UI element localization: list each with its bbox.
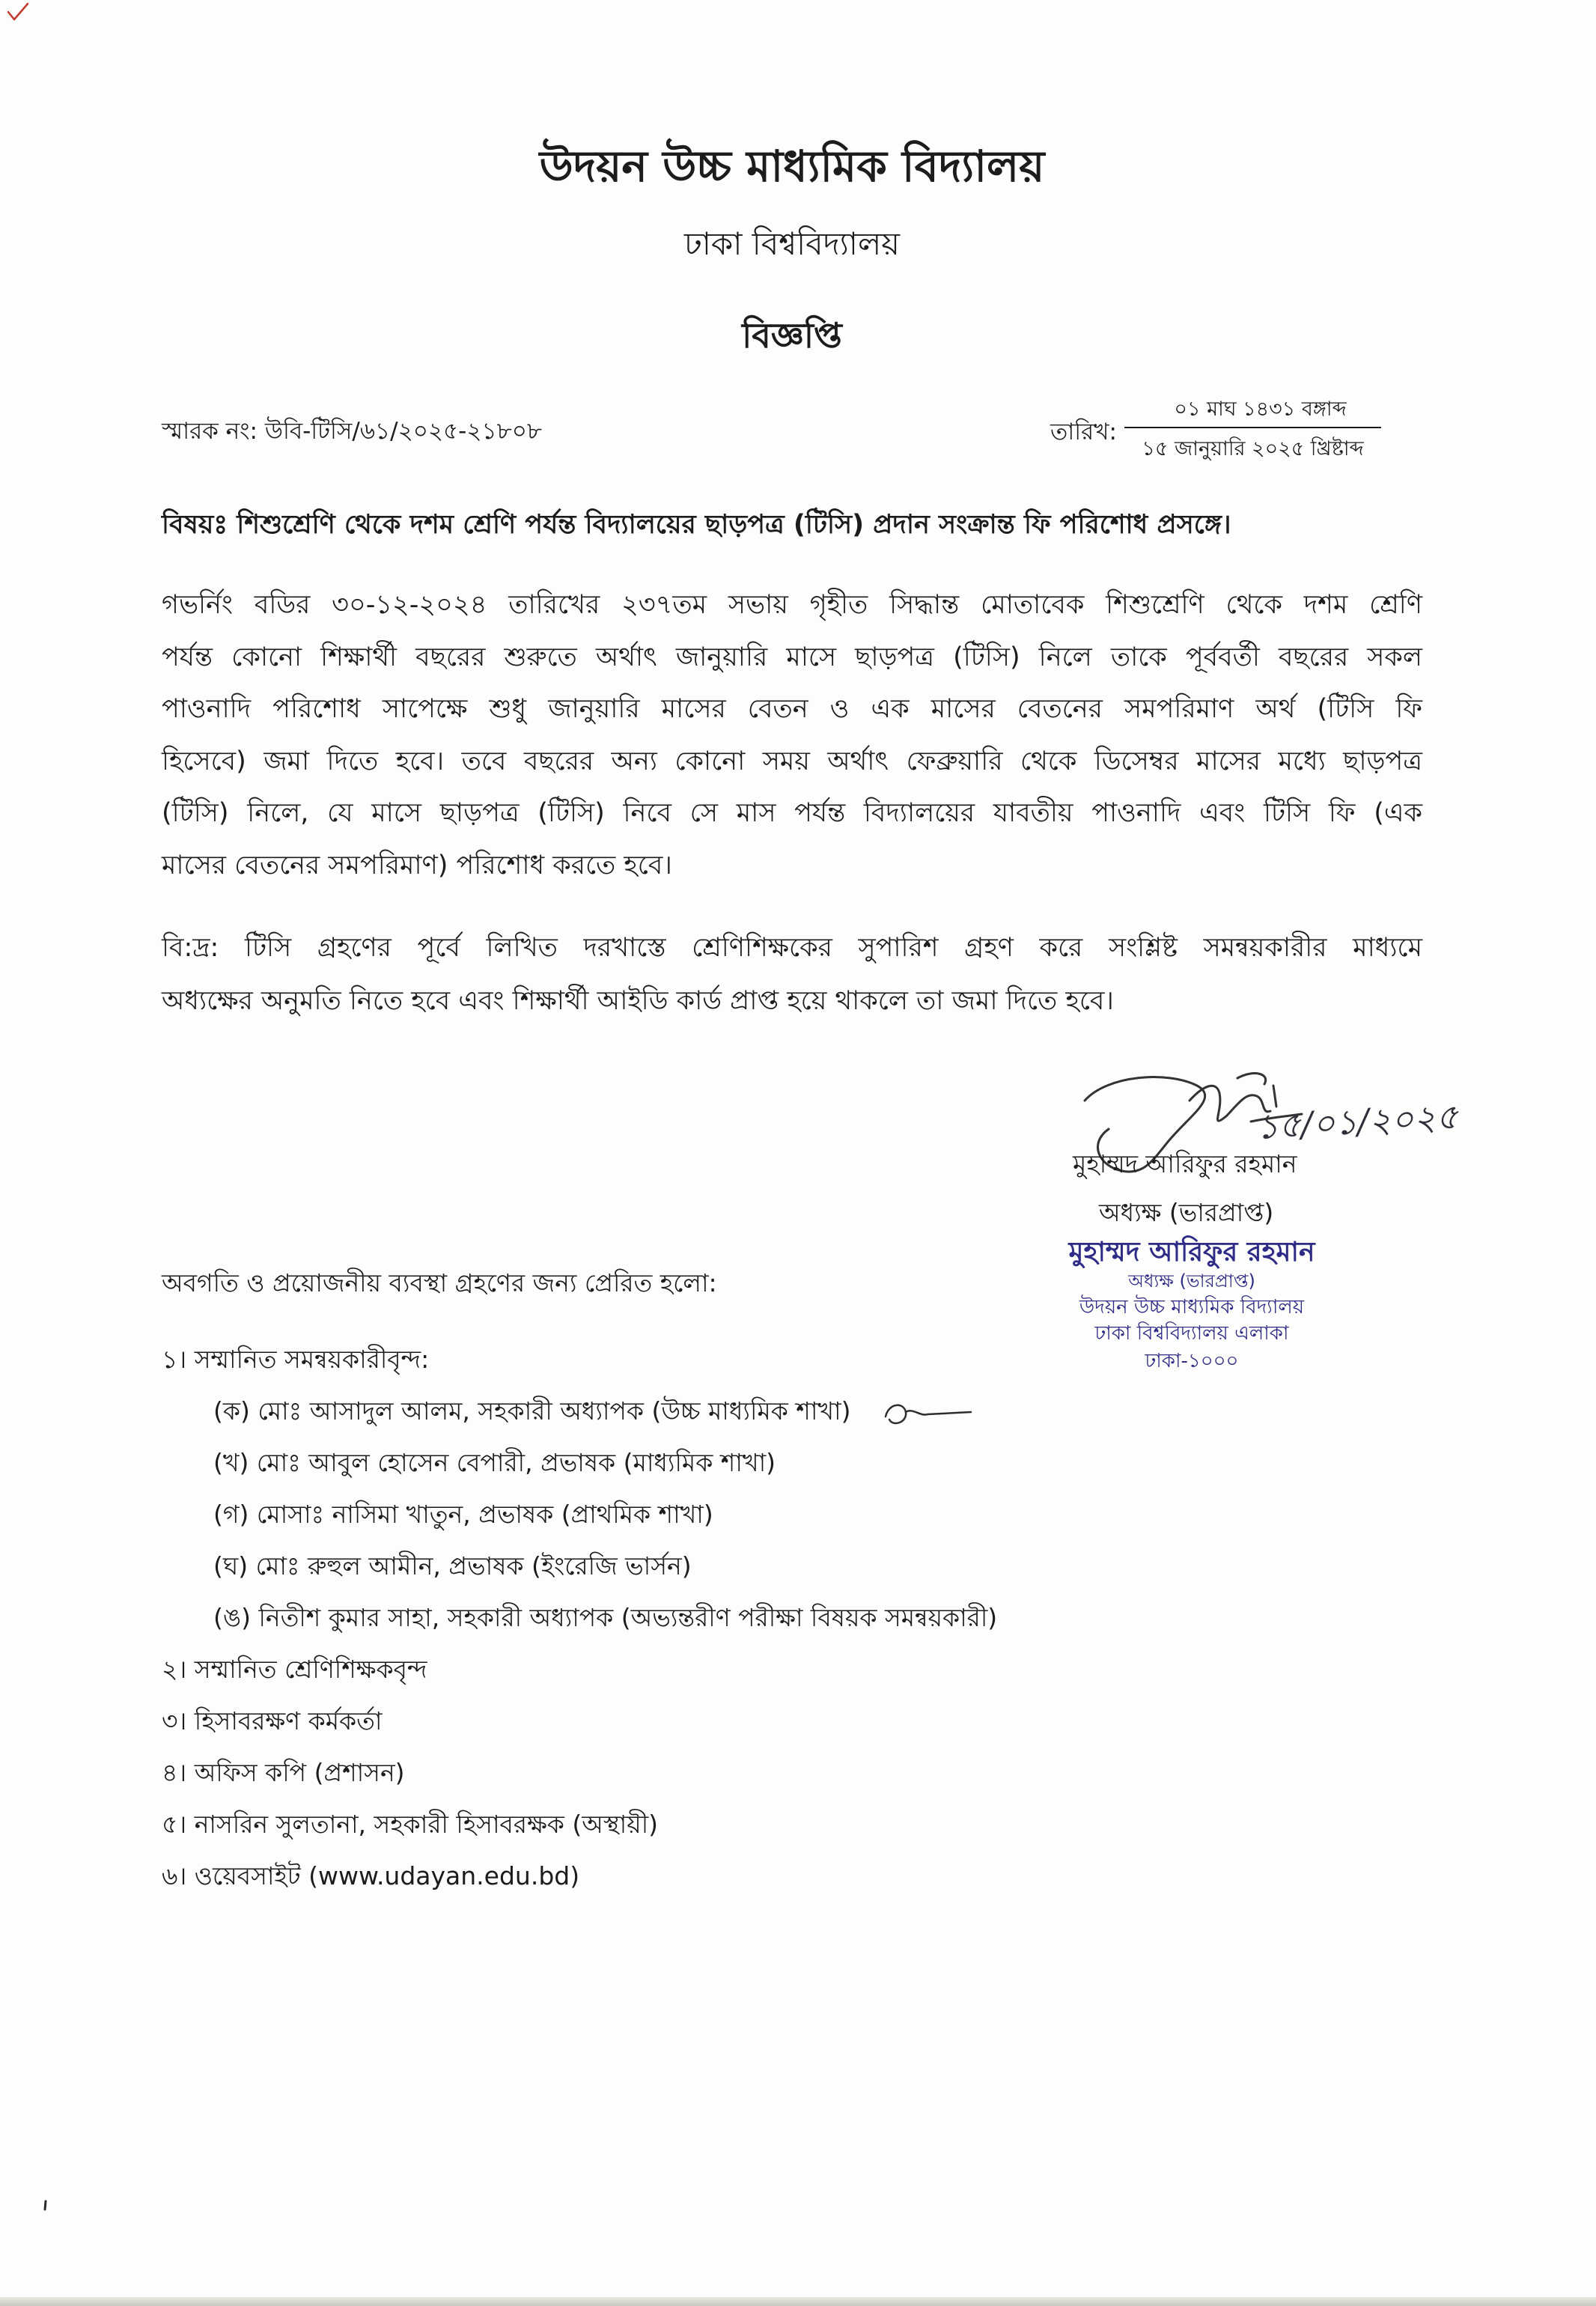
handwritten-initial [881, 1394, 975, 1432]
list-item [162, 1695, 1422, 1747]
date-bangla: ০১ মাঘ ১৪৩১ বঙ্গাব্দ [1124, 392, 1381, 428]
memo-number: উবি-টিসি/৬১/২০২৫-২১৮০৮ [264, 418, 542, 445]
seal-city: ঢাকা-১০০০ [1145, 1349, 1239, 1372]
notice-title: বিজ্ঞপ্তি [742, 315, 842, 356]
body-line: গভর্নিং বডির ৩০-১২-২০২৪ তারিখের ২৩৭তম সভায় গৃহীত সিদ্ধান্ত মোতাবেক শিশুশ্রেণি থেকে দশম শ্রেণি [162, 590, 1422, 620]
handwritten-date: ১৫/০১/২০২৫ [1255, 1095, 1460, 1147]
notice-page [162, 0, 1460, 1902]
date-fraction [1124, 392, 1381, 470]
note-line: অধ্যক্ষের অনুমতি নিতে হবে এবং শিক্ষার্থী আইডি কার্ড প্রাপ্ত হয়ে থাকলে তা জমা দিতে হবে। [162, 985, 1114, 1016]
subject-text: শিশুশ্রেণি থেকে দশম শ্রেণি পর্যন্ত বিদ্যালয়ের ছাড়পত্র (টিসি) প্রদান সংক্রান্ত ফি পরিশোধ প্রসঙ্গে। [237, 510, 1231, 540]
sub-list-label: (গ) [213, 1500, 249, 1529]
distribution-intro: অবগতি ও প্রয়োজনীয় ব্যবস্থা গ্রহণের জন্য প্রেরিত হলো: [162, 1268, 717, 1297]
body-line: হিসেবে) জমা দিতে হবে। তবে বছরের অন্য কোনো সময় অর্থাৎ ফেব্রুয়ারি থেকে ডিসেম্বর মাসের মধ্যে ছাড়পত্র [162, 746, 1422, 776]
distribution-section [162, 1238, 1422, 1902]
list-text: হিসাবরক্ষণ কর্মকর্তা [194, 1706, 383, 1735]
body-line: পাওনাদি পরিশোধ সাপেক্ষে শুধু জানুয়ারি মাসের বেতন ও এক মাসের বেতনের সমপরিমাণ অর্থ (টিসি ফি [162, 694, 1422, 724]
official-seal [1027, 1238, 1356, 1375]
body-paragraph [162, 579, 1422, 892]
sub-list-label: (ঘ) [213, 1551, 249, 1581]
list-item [162, 1850, 1422, 1902]
sub-list-item [162, 1488, 1422, 1540]
list-number: ২। [162, 1655, 187, 1684]
sub-list-item [162, 1540, 1422, 1592]
list-text: নাসরিন সুলতানা, সহকারী হিসাবরক্ষক (অস্থায়ী) [194, 1810, 659, 1839]
sub-list-label: (ক) [213, 1396, 250, 1426]
seal-name: মুহাম্মদ আরিফুর রহমান [1068, 1236, 1315, 1268]
sub-list-text: মোসাঃ নাসিমা খাতুন, প্রভাষক (প্রাথমিক শাখা) [256, 1500, 713, 1529]
list-number: ৬। [162, 1861, 187, 1890]
signatory-name: মুহাম্মদ আরিফুর রহমান [1073, 1149, 1297, 1178]
list-text: সম্মানিত সমন্বয়কারীবৃন্দ: [194, 1345, 430, 1374]
list-number: ৩। [162, 1706, 187, 1735]
signature-block [162, 1028, 1460, 1238]
list-item [162, 1643, 1422, 1695]
list-item [162, 1747, 1422, 1798]
letterhead [162, 139, 1422, 358]
reference-row [162, 392, 1422, 471]
list-number: ৫। [162, 1810, 187, 1839]
note-line: বি:দ্র: টিসি গ্রহণের পূর্বে লিখিত দরখাস্তে শ্রেণিশিক্ষকের সুপারিশ গ্রহণ করে সংশ্লিষ্ট সমন্বয়কারীর মাধ্যমে [162, 932, 1422, 963]
check-mark-icon [6, 1, 30, 24]
list-number: ১। [162, 1345, 187, 1374]
school-location: ঢাকা বিশ্ববিদ্যালয় [683, 225, 901, 262]
sub-list-item [162, 1592, 1422, 1643]
note-paragraph [162, 922, 1422, 1028]
list-text: সম্মানিত শ্রেণিশিক্ষকবৃন্দ [194, 1655, 427, 1684]
date-block [1050, 392, 1381, 470]
date-gregorian: ১৫ জানুয়ারি ২০২৫ খ্রিষ্টাব্দ [1142, 437, 1364, 460]
seal-designation: অধ্যক্ষ (ভারপ্রাপ্ত) [1128, 1270, 1255, 1292]
sub-list-text: মোঃ রুহুল আমীন, প্রভাষক (ইংরেজি ভার্সন) [255, 1551, 692, 1581]
signatory-designation: অধ্যক্ষ (ভারপ্রাপ্ত) [1099, 1197, 1274, 1227]
body-line: পর্যন্ত কোনো শিক্ষার্থী বছরের শুরুতে অর্থাৎ জানুয়ারি মাসে ছাড়পত্র (টিসি) নিলে তাকে পূর্ববর্তী বছরের সকল [162, 642, 1422, 672]
distribution-list [162, 1333, 1422, 1902]
sub-list-text: নিতীশ কুমার সাহা, সহকারী অধ্যাপক (অভ্যন্তরীণ পরীক্ষা বিষয়ক সমন্বয়কারী) [258, 1603, 998, 1632]
sub-list-label: (খ) [213, 1448, 249, 1477]
body-line: মাসের বেতনের সমপরিমাণ) পরিশোধ করতে হবে। [162, 850, 672, 880]
website-text: ওয়েবসাইট (www.udayan.edu.bd) [194, 1861, 580, 1890]
list-item [162, 1798, 1422, 1850]
list-number: ৪। [162, 1758, 187, 1787]
seal-institution: উদয়ন উচ্চ মাধ্যমিক বিদ্যালয় [1079, 1295, 1305, 1318]
sub-list-item [162, 1385, 1422, 1437]
list-text: অফিস কপি (প্রশাসন) [194, 1758, 405, 1787]
scan-edge [0, 2297, 1596, 2306]
seal-area: ঢাকা বিশ্ববিদ্যালয় এলাকা [1094, 1321, 1289, 1345]
sub-list-label: (ঙ) [213, 1603, 251, 1632]
subject-line [162, 499, 1422, 551]
date-label: তারিখ: [1050, 419, 1117, 445]
sub-list-item [162, 1437, 1422, 1488]
sub-list-text: মোঃ আবুল হোসেন বেপারী, প্রভাষক (মাধ্যমিক শাখা) [256, 1448, 776, 1477]
sub-list-text: মোঃ আসাদুল আলম, সহকারী অধ্যাপক (উচ্চ মাধ্যমিক শাখা) [258, 1396, 851, 1426]
memo-label: স্মারক নং: [162, 418, 258, 445]
subject-label: বিষয়ঃ [162, 510, 228, 540]
body-line: (টিসি) নিলে, যে মাসে ছাড়পত্র (টিসি) নিবে সে মাস পর্যন্ত বিদ্যালয়ের যাবতীয় পাওনাদি এবং টিসি ফি (এক [162, 798, 1422, 828]
stray-pen-mark [42, 2200, 49, 2212]
memo-reference [162, 416, 542, 446]
school-name: উদয়ন উচ্চ মাধ্যমিক বিদ্যালয় [539, 141, 1045, 192]
